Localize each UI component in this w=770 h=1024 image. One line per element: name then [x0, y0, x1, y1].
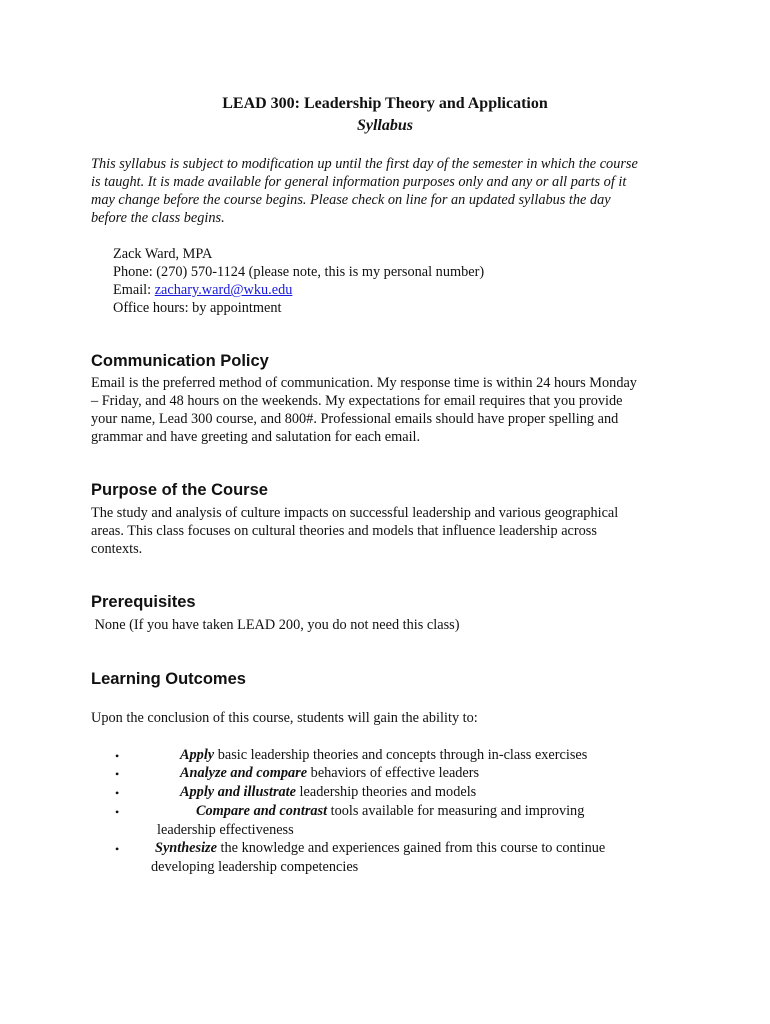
bullet-icon: • — [115, 749, 120, 763]
purpose-heading: Purpose of the Course — [91, 481, 268, 499]
prerequisites-text: None (If you have taken LEAD 200, you do not need this class) — [91, 617, 460, 633]
outcome-text — [196, 802, 584, 820]
outcome-continuation: leadership effectiveness — [157, 822, 294, 838]
paragraph-line: Email is the preferred method of communication. My response time is within 24 hours Monday — [91, 375, 637, 391]
bullet-icon: • — [115, 786, 120, 800]
paragraph-line: The study and analysis of culture impacts on successful leadership and various geographical — [91, 505, 619, 521]
outcome-verb: Apply and illustrate — [180, 784, 296, 800]
outcome-text — [180, 783, 476, 801]
office-hours: Office hours: by appointment — [113, 300, 282, 316]
communication-heading: Communication Policy — [91, 352, 269, 370]
outcome-verb: Apply — [180, 747, 215, 763]
disclaimer-line: This syllabus is subject to modification up until the first day of the semester in which the course — [91, 156, 638, 172]
disclaimer-line: before the class begins. — [91, 210, 225, 226]
outcome-verb: Analyze and compare — [180, 765, 308, 781]
outcome-verb: Synthesize — [155, 840, 217, 856]
paragraph-line: grammar and have greeting and salutation for each email. — [91, 429, 421, 445]
outcome-rest: tools available for measuring and improving — [327, 803, 585, 819]
email-label: Email: — [113, 282, 155, 298]
outcome-rest: basic leadership theories and concepts through in-class exercises — [214, 747, 588, 763]
disclaimer-line: is taught. It is made available for general information purposes only and any or all parts of it — [91, 174, 627, 190]
outcome-rest: behaviors of effective leaders — [307, 765, 480, 781]
outcome-rest: the knowledge and experiences gained from this course to continue — [216, 840, 606, 856]
paragraph-line: contexts. — [91, 541, 143, 557]
disclaimer-line: may change before the course begins. Please check on line for an updated syllabus the day — [91, 192, 611, 208]
instructor-phone: Phone: (270) 570-1124 (please note, this is my personal number) — [113, 264, 485, 280]
disclaimer-paragraph — [91, 155, 681, 227]
email-link[interactable]: zachary.ward@wku.edu — [154, 282, 293, 298]
outcome-text — [180, 746, 587, 764]
outcomes-intro: Upon the conclusion of this course, students will gain the ability to: — [91, 710, 478, 726]
outcome-continuation: developing leadership competencies — [151, 859, 359, 875]
instructor-name: Zack Ward, MPA — [113, 246, 213, 262]
bullet-icon: • — [115, 805, 120, 819]
bullet-icon: • — [115, 842, 120, 856]
paragraph-line: – Friday, and 48 hours on the weekends. My expectations for email requires that you provide — [91, 393, 623, 409]
paragraph-line: your name, Lead 300 course, and 800#. Professional emails should have proper spelling and — [91, 411, 619, 427]
outcome-text — [155, 839, 605, 857]
instructor-contact — [113, 245, 484, 317]
purpose-paragraph — [91, 504, 691, 558]
learning-outcomes-heading: Learning Outcomes — [91, 670, 246, 688]
communication-paragraph — [91, 374, 691, 446]
outcome-text — [180, 764, 479, 782]
prerequisites-heading: Prerequisites — [91, 593, 196, 611]
outcome-rest: leadership theories and models — [295, 784, 477, 800]
document-title: LEAD 300: Leadership Theory and Application — [222, 95, 548, 112]
bullet-icon: • — [115, 767, 120, 781]
instructor-email-line — [113, 281, 484, 299]
outcome-verb: Compare and contrast — [196, 803, 328, 819]
paragraph-line: areas. This class focuses on cultural theories and models that influence leadership across — [91, 523, 597, 539]
document-subtitle: Syllabus — [356, 117, 413, 134]
